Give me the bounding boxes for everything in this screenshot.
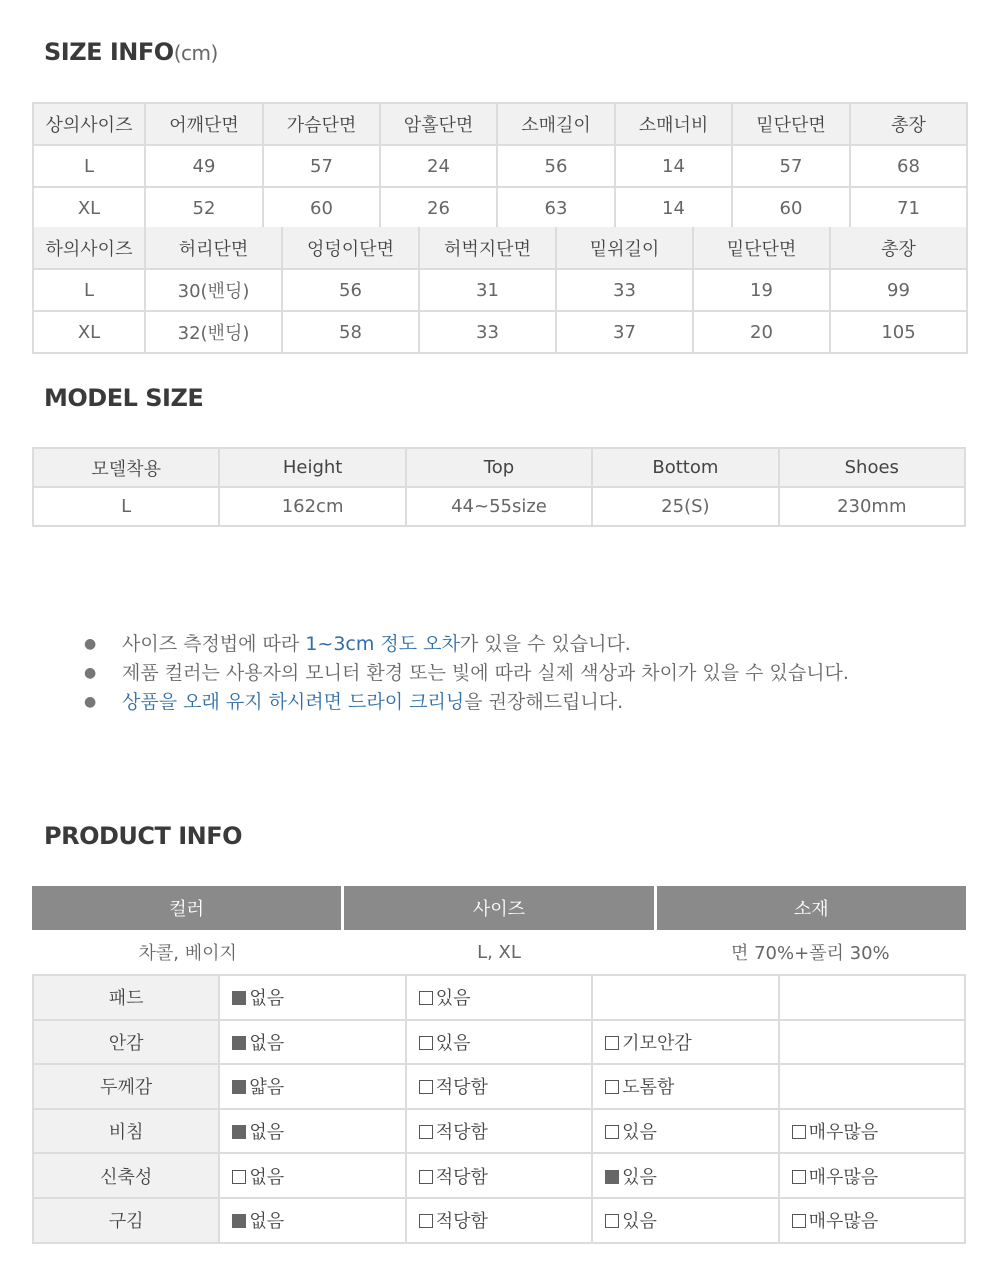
option-label: 있음 xyxy=(435,988,471,1010)
size-label: L xyxy=(33,145,145,187)
note-item: ● 사이즈 측정법에 따라 1~3cm 정도 오차가 있을 수 있습니다. xyxy=(84,630,849,659)
unchecked-box-icon xyxy=(605,1214,619,1228)
attribute-option xyxy=(592,1198,778,1243)
attribute-option xyxy=(779,1109,965,1154)
checked-box-icon xyxy=(605,1170,619,1184)
measurement-cell: 60 xyxy=(263,187,380,229)
attribute-option xyxy=(406,1153,592,1198)
attribute-option xyxy=(219,1064,405,1109)
notes-list xyxy=(84,630,849,717)
measurement-cell: 14 xyxy=(615,187,732,229)
measurement-cell: 99 xyxy=(830,269,967,311)
size-info-unit: (cm) xyxy=(173,41,218,65)
size-label: XL xyxy=(33,187,145,229)
measurement-cell: 14 xyxy=(615,145,732,187)
column-header: 허리단면 xyxy=(145,227,282,269)
attribute-option xyxy=(406,975,592,1020)
attribute-option xyxy=(406,1198,592,1243)
option-label: 적당함 xyxy=(435,1122,488,1144)
unchecked-box-icon xyxy=(419,991,433,1005)
measurement-cell: 33 xyxy=(419,311,556,353)
attribute-label: 신축성 xyxy=(33,1153,219,1198)
attribute-option xyxy=(219,1109,405,1154)
empty-cell xyxy=(779,975,965,1020)
measurement-cell: 58 xyxy=(282,311,419,353)
empty-cell xyxy=(779,1020,965,1065)
unchecked-box-icon xyxy=(605,1125,619,1139)
note-item: ● 제품 컬러는 사용자의 모니터 환경 또는 빛에 따라 실제 색상과 차이가 있을 수 있습니다. xyxy=(84,659,849,688)
option-label: 있음 xyxy=(435,1032,471,1054)
model-value: 162cm xyxy=(219,487,405,526)
attribute-option xyxy=(592,1064,778,1109)
measurement-cell: 56 xyxy=(282,269,419,311)
measurement-cell: 19 xyxy=(693,269,830,311)
column-header: 밑단단면 xyxy=(693,227,830,269)
bullet-icon: ● xyxy=(84,694,97,710)
attribute-row xyxy=(33,1153,965,1198)
measurement-cell: 26 xyxy=(380,187,497,229)
attribute-row xyxy=(33,1020,965,1065)
column-header: Height xyxy=(219,448,405,487)
column-header: 엉덩이단면 xyxy=(282,227,419,269)
attribute-label: 구김 xyxy=(33,1198,219,1243)
measurement-cell: 24 xyxy=(380,145,497,187)
table-header-row xyxy=(33,448,965,487)
bottom-size-table xyxy=(32,227,968,354)
option-label: 매우많음 xyxy=(808,1211,879,1233)
measurement-cell: 56 xyxy=(497,145,615,187)
option-label: 없음 xyxy=(249,1122,285,1144)
unchecked-box-icon xyxy=(419,1125,433,1139)
attribute-option xyxy=(592,1109,778,1154)
model-size-table xyxy=(32,447,966,527)
checked-box-icon xyxy=(232,1214,246,1228)
table-row xyxy=(33,487,965,526)
option-label: 없음 xyxy=(249,1166,285,1188)
product-info-values xyxy=(32,930,966,974)
column-header: 밑위길이 xyxy=(556,227,693,269)
size-info-title: SIZE INFO(cm) xyxy=(44,38,218,66)
attribute-row xyxy=(33,1064,965,1109)
model-value: L xyxy=(33,487,219,526)
attribute-label: 비침 xyxy=(33,1109,219,1154)
measurement-cell: 57 xyxy=(732,145,850,187)
attribute-option xyxy=(219,975,405,1020)
option-label: 도톰함 xyxy=(622,1077,675,1099)
option-label: 있음 xyxy=(622,1211,657,1233)
color-header: 컬러 xyxy=(32,886,341,930)
product-info-title: PRODUCT INFO xyxy=(44,822,243,850)
measurement-cell: 30(밴딩) xyxy=(145,269,282,311)
attribute-option xyxy=(406,1064,592,1109)
column-header: 밑단단면 xyxy=(732,103,850,145)
model-value: 230mm xyxy=(779,487,965,526)
measurement-cell: 49 xyxy=(145,145,263,187)
column-header: Bottom xyxy=(592,448,778,487)
option-label: 없음 xyxy=(249,988,285,1010)
attribute-option xyxy=(406,1020,592,1065)
column-header: 가슴단면 xyxy=(263,103,380,145)
measurement-cell: 63 xyxy=(497,187,615,229)
option-label: 적당함 xyxy=(435,1166,488,1188)
model-size-title: MODEL SIZE xyxy=(44,384,204,412)
column-header: Shoes xyxy=(779,448,965,487)
table-row xyxy=(33,311,967,353)
column-header: 모델착용 xyxy=(33,448,219,487)
attribute-option xyxy=(779,1198,965,1243)
attribute-option xyxy=(779,1153,965,1198)
option-label: 얇음 xyxy=(249,1077,285,1099)
checked-box-icon xyxy=(232,1036,246,1050)
measurement-cell: 105 xyxy=(830,311,967,353)
model-value: 44~55size xyxy=(406,487,592,526)
column-header: 상의사이즈 xyxy=(33,103,145,145)
unchecked-box-icon xyxy=(419,1036,433,1050)
column-header: 허벅지단면 xyxy=(419,227,556,269)
unchecked-box-icon xyxy=(605,1080,619,1094)
empty-cell xyxy=(779,1064,965,1109)
size-header: 사이즈 xyxy=(344,886,653,930)
unchecked-box-icon xyxy=(419,1080,433,1094)
column-header: 총장 xyxy=(830,227,967,269)
table-header-row xyxy=(33,103,967,145)
bullet-icon: ● xyxy=(84,665,97,681)
note-item: ● 상품을 오래 유지 하시려면 드라이 크리닝을 권장해드립니다. xyxy=(84,688,849,717)
size-value: L, XL xyxy=(477,941,521,963)
top-size-table xyxy=(32,102,968,230)
unchecked-box-icon xyxy=(792,1214,806,1228)
attribute-row xyxy=(33,1198,965,1243)
column-header: 어깨단면 xyxy=(145,103,263,145)
unchecked-box-icon xyxy=(419,1214,433,1228)
attribute-option xyxy=(592,1020,778,1065)
table-row xyxy=(33,187,967,229)
empty-cell xyxy=(592,975,778,1020)
unchecked-box-icon xyxy=(419,1170,433,1184)
measurement-cell: 68 xyxy=(850,145,967,187)
material-header: 소재 xyxy=(657,886,966,930)
option-label: 없음 xyxy=(249,1211,285,1233)
column-header: Top xyxy=(406,448,592,487)
attribute-option xyxy=(592,1153,778,1198)
attribute-row xyxy=(33,1109,965,1154)
column-header: 하의사이즈 xyxy=(33,227,145,269)
measurement-cell: 57 xyxy=(263,145,380,187)
option-label: 없음 xyxy=(249,1032,285,1054)
attribute-label: 안감 xyxy=(33,1020,219,1065)
table-header-row xyxy=(33,227,967,269)
attribute-option xyxy=(219,1020,405,1065)
option-label: 적당함 xyxy=(435,1211,488,1233)
unchecked-box-icon xyxy=(232,1170,246,1184)
bullet-icon: ● xyxy=(84,636,97,652)
product-attributes-table xyxy=(32,974,966,1244)
column-header: 암홀단면 xyxy=(380,103,497,145)
unchecked-box-icon xyxy=(792,1170,806,1184)
attribute-option xyxy=(219,1153,405,1198)
option-label: 있음 xyxy=(622,1166,657,1188)
column-header: 소매너비 xyxy=(615,103,732,145)
checked-box-icon xyxy=(232,1080,246,1094)
option-label: 매우많음 xyxy=(808,1122,879,1144)
size-label: L xyxy=(33,269,145,311)
measurement-cell: 71 xyxy=(850,187,967,229)
option-label: 있음 xyxy=(622,1122,657,1144)
option-label: 매우많음 xyxy=(808,1166,879,1188)
measurement-cell: 20 xyxy=(693,311,830,353)
attribute-option xyxy=(219,1198,405,1243)
attribute-label: 패드 xyxy=(33,975,219,1020)
table-row xyxy=(33,269,967,311)
measurement-cell: 33 xyxy=(556,269,693,311)
model-value: 25(S) xyxy=(592,487,778,526)
measurement-cell: 60 xyxy=(732,187,850,229)
measurement-cell: 52 xyxy=(145,187,263,229)
checked-box-icon xyxy=(232,1125,246,1139)
measurement-cell: 37 xyxy=(556,311,693,353)
option-label: 기모안감 xyxy=(622,1032,692,1054)
option-label: 적당함 xyxy=(435,1077,488,1099)
unchecked-box-icon xyxy=(792,1125,806,1139)
table-row xyxy=(33,145,967,187)
checked-box-icon xyxy=(232,991,246,1005)
size-label: XL xyxy=(33,311,145,353)
attribute-row xyxy=(33,975,965,1020)
product-info-header xyxy=(32,886,966,930)
color-value: 차콜, 베이지 xyxy=(138,943,237,964)
measurement-cell: 31 xyxy=(419,269,556,311)
unchecked-box-icon xyxy=(605,1036,619,1050)
column-header: 소매길이 xyxy=(497,103,615,145)
material-value: 면 70%+폴리 30% xyxy=(730,943,890,964)
attribute-option xyxy=(406,1109,592,1154)
attribute-label: 두께감 xyxy=(33,1064,219,1109)
column-header: 총장 xyxy=(850,103,967,145)
measurement-cell: 32(밴딩) xyxy=(145,311,282,353)
